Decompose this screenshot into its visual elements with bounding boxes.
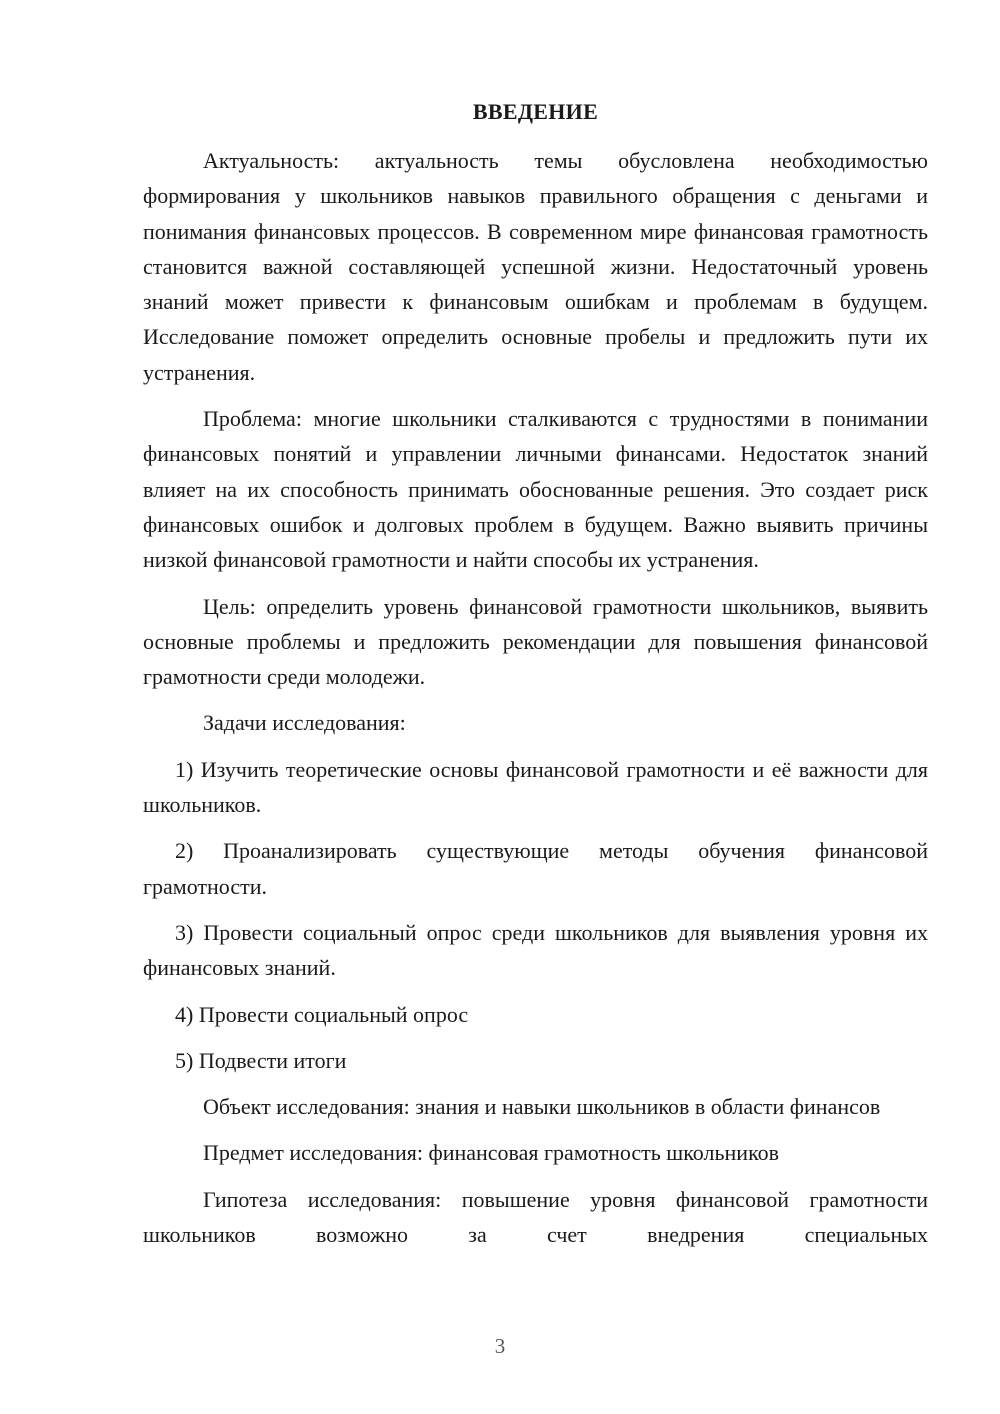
- paragraph-relevance: Актуальность: актуальность темы обусловлена необходимостью формирования у школьников навыков правильного обращения с деньгами и понимания финансовых процессов. В современном мире финансовая грамотность становится важной составляющей успешной жизни. Недостаточный уровень знаний может привести к финансовым ошибкам и проблемам в будущем. Исследование поможет определить основные пробелы и предложить пути их устранения.: [143, 148, 928, 385]
- task-item-4: 4) Провести социальный опрос: [175, 1001, 469, 1027]
- page-title: ВВЕДЕНИЕ: [472, 99, 599, 124]
- task-item-5: 5) Подвести итоги: [175, 1047, 347, 1073]
- paragraph-goal: Цель: определить уровень финансовой грамотности школьников, выявить основные проблемы и предложить рекомендации для повышения финансовой грамотности среди молодежи.: [143, 593, 928, 690]
- task-item-3: 3) Провести социальный опрос среди школьников для выявления уровня их финансовых знаний.: [143, 919, 928, 981]
- task-item-1: 1) Изучить теоретические основы финансовой грамотности и её важности для школьников.: [143, 756, 928, 818]
- tasks-heading: Задачи исследования:: [203, 710, 406, 736]
- paragraph-problem: Проблема: многие школьники сталкиваются с трудностями в понимании финансовых понятий и управлении личными финансами. Недостаток знаний влияет на их способность принимать обоснованные решения. Это создает риск финансовых ошибок и долговых проблем в будущем. Важно выявить причины низкой финансовой грамотности и найти способы их устранения.: [143, 406, 928, 573]
- paragraph-object: Объект исследования: знания и навыки школьников в области финансов: [203, 1094, 881, 1120]
- paragraph-subject: Предмет исследования: финансовая грамотность школьников: [203, 1140, 780, 1166]
- document-page: [143, 94, 928, 1252]
- page-number: 3: [494, 1334, 506, 1358]
- paragraph-hypothesis: Гипотеза исследования: повышение уровня финансовой грамотности школьников возможно за счет внедрения специальных: [143, 1186, 928, 1248]
- task-item-2: 2) Проанализировать существующие методы обучения финансовой грамотности.: [143, 838, 928, 899]
